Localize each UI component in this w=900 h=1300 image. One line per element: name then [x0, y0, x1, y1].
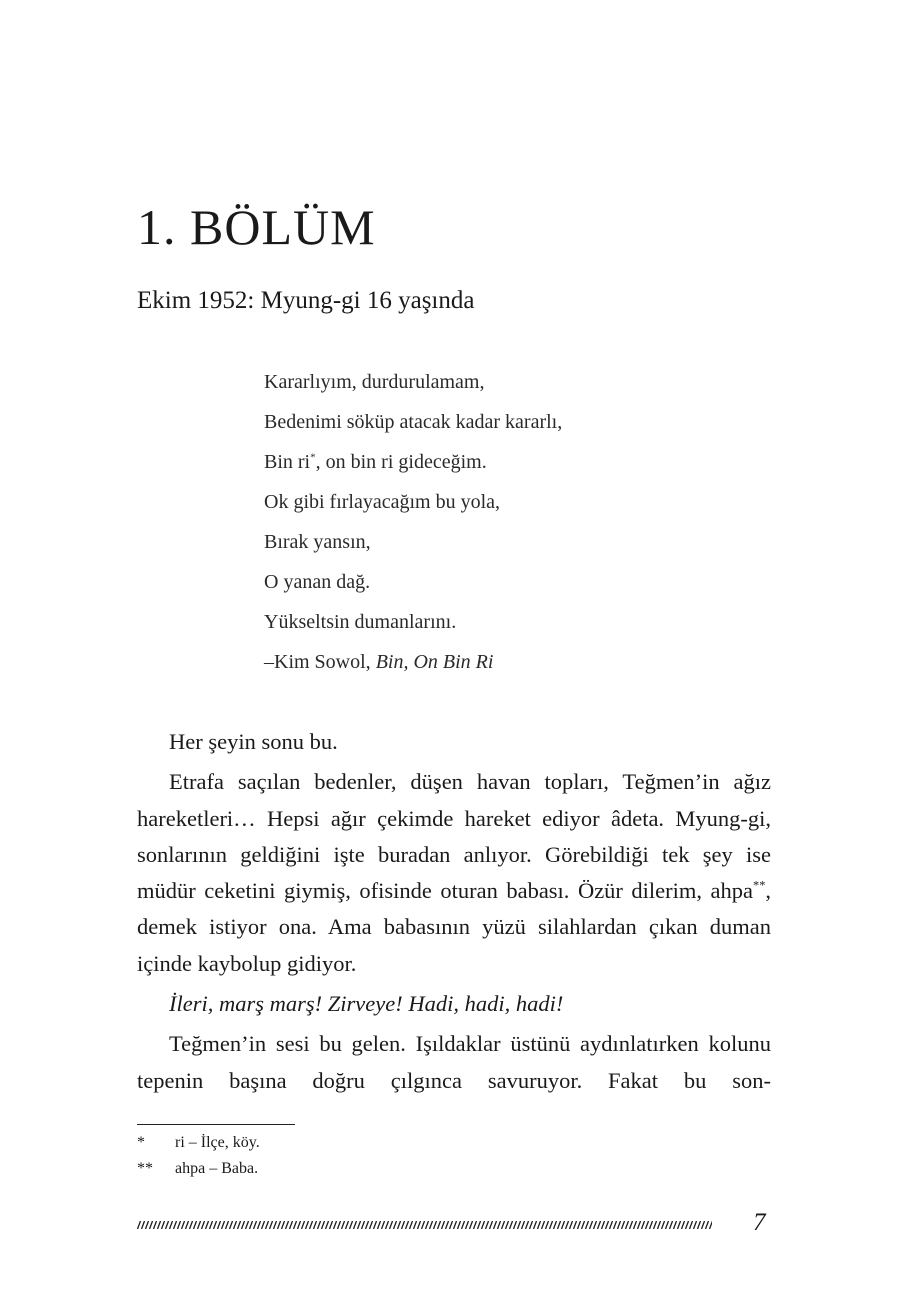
footnote-text: ri – İlçe, köy.	[175, 1134, 260, 1151]
epigraph-line: Bedenimi söküp atacak kadar kararlı,	[264, 411, 563, 433]
epigraph-text: , on bin ri gideceğim.	[315, 451, 487, 473]
attribution-work: Bin, On Bin Ri	[375, 651, 494, 673]
paragraph: Her şeyin sonu bu.	[169, 729, 338, 754]
epigraph-line: Bırak yansın,	[264, 531, 371, 553]
epigraph-line: Kararlıyım, durdurulamam,	[264, 371, 485, 393]
paragraph-text: , demek istiyor ona. Ama babasının yüzü silahlardan çıkan duman içinde kaybolup gidiyor.	[137, 878, 771, 976]
footnote-reference: *	[310, 451, 316, 464]
footnote-mark: *	[137, 1134, 145, 1151]
epigraph-line	[264, 442, 784, 482]
page-number: 7	[753, 1209, 766, 1236]
paragraph	[137, 764, 771, 982]
epigraph	[264, 362, 784, 682]
footnote-divider	[137, 1124, 295, 1125]
epigraph-text: Bin ri	[264, 451, 311, 473]
epigraph-attribution	[264, 642, 784, 682]
footer-hatch-bar	[137, 1221, 712, 1229]
paragraph: Teğmen’in sesi bu gelen. Işıldaklar üstünü aydınlatırken kolunu tepenin başına doğru çılgınca savuruyor. Fakat bu son-	[137, 1031, 771, 1093]
epigraph-line: Yükseltsin dumanlarını.	[264, 611, 457, 633]
footnote-reference: **	[753, 878, 766, 893]
chapter-title: 1. BÖLÜM	[137, 199, 376, 255]
footnote-text: ahpa – Baba.	[175, 1160, 259, 1177]
epigraph-line: Ok gibi fırlayacağım bu yola,	[264, 491, 501, 513]
footnotes	[137, 1130, 260, 1182]
footnote-mark: **	[137, 1160, 153, 1177]
body-text	[137, 724, 771, 1103]
attribution-author: –Kim Sowol,	[264, 651, 376, 673]
epigraph-line: O yanan dağ.	[264, 571, 371, 593]
paragraph-text: Etrafa saçılan bedenler, düşen havan topları, Teğmen’in ağız hareketleri… Hepsi ağır çekimde hareket ediyor âdeta. Myung-gi, sonlarının geldiğini işte buradan anlıyor. Görebildiği tek şey ise müdür ceketini giymiş, ofisinde oturan babası. Özür dilerim, ahpa	[137, 769, 771, 904]
footnote	[137, 1156, 260, 1182]
footnote	[137, 1130, 260, 1156]
paragraph-italic: İleri, marş marş! Zirveye! Hadi, hadi, hadi!	[169, 991, 564, 1017]
chapter-subtitle: Ekim 1952: Myung-gi 16 yaşında	[137, 287, 475, 314]
